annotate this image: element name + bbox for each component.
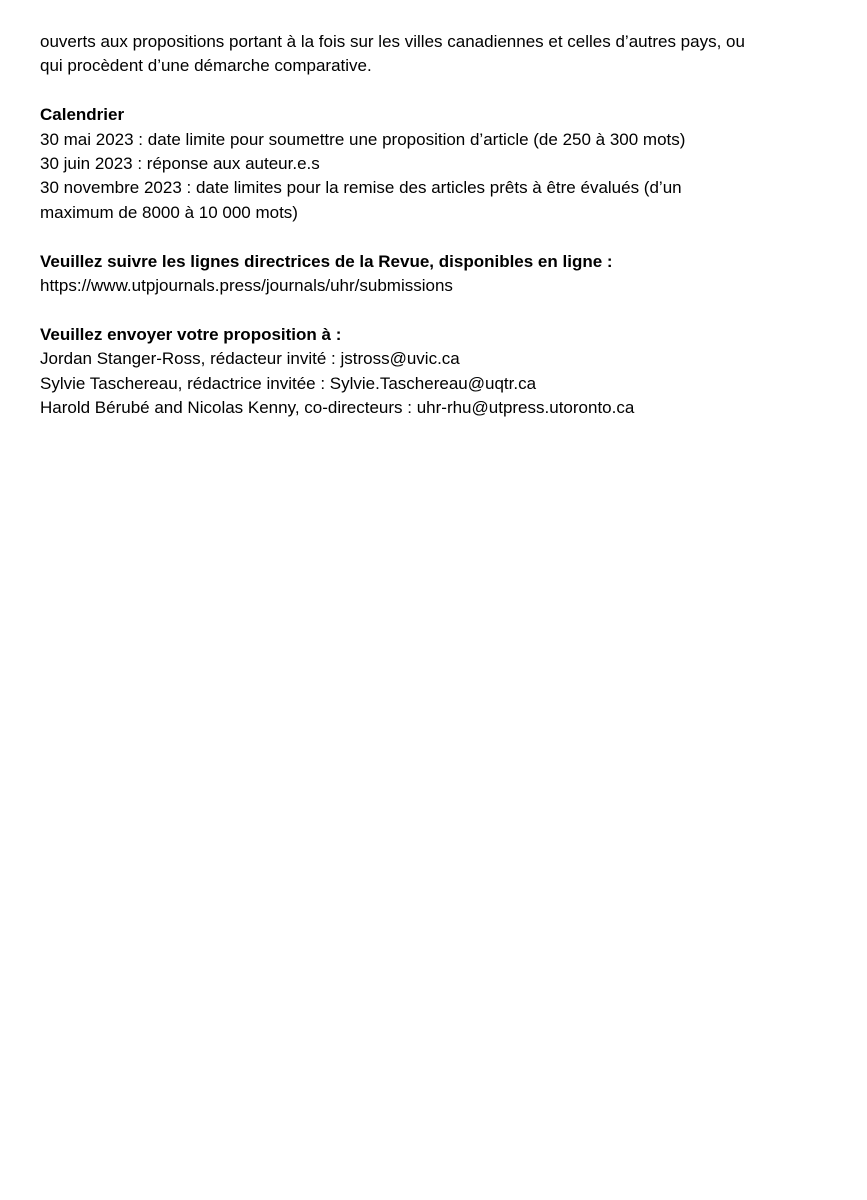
calendar-item-1: 30 mai 2023 : date limite pour soumettre une proposition d’article (de 250 à 300 mots): [40, 129, 686, 149]
intro-line-2: qui procèdent d’une démarche comparative.: [40, 56, 372, 76]
paragraph-spacer: [40, 79, 840, 103]
contact-guest-editor-1: Jordan Stanger-Ross, rédacteur invité : jstross@uvic.ca: [40, 349, 460, 369]
guidelines-section: [40, 250, 840, 299]
guidelines-url[interactable]: https://www.utpjournals.press/journals/uhr/submissions: [40, 276, 453, 296]
calendar-item-3-line-1: 30 novembre 2023 : date limites pour la remise des articles prêts à être évalués (d’un: [40, 178, 682, 198]
calendar-item-2: 30 juin 2023 : réponse aux auteur.e.s: [40, 154, 320, 174]
intro-paragraph: [40, 30, 840, 79]
calendar-item-3-line-2: maximum de 8000 à 10 000 mots): [40, 202, 298, 222]
contact-co-directors: Harold Bérubé and Nicolas Kenny, co-directeurs : uhr-rhu@utpress.utoronto.ca: [40, 398, 635, 418]
calendar-section: [40, 103, 840, 225]
document-page: [40, 30, 840, 420]
intro-line-1: ouverts aux propositions portant à la fois sur les villes canadiennes et celles d’autres pays, ou: [40, 32, 745, 51]
contacts-heading: Veuillez envoyer votre proposition à :: [40, 324, 342, 344]
contacts-section: [40, 323, 840, 421]
calendar-heading: Calendrier: [40, 105, 125, 125]
paragraph-spacer: [40, 225, 840, 249]
guidelines-heading: Veuillez suivre les lignes directrices de la Revue, disponibles en ligne :: [40, 251, 613, 271]
paragraph-spacer: [40, 298, 840, 322]
contact-guest-editor-2: Sylvie Taschereau, rédactrice invitée : Sylvie.Taschereau@uqtr.ca: [40, 373, 537, 393]
